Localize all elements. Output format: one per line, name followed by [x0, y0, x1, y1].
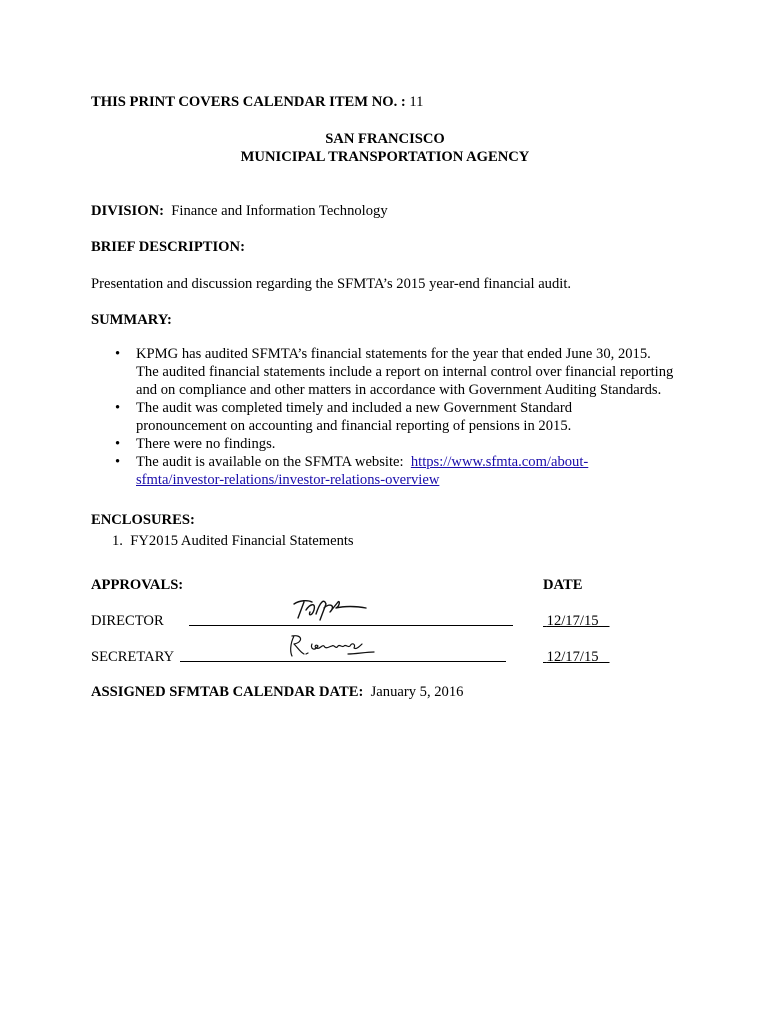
bullet-glyph: •: [115, 400, 121, 416]
secretary-date: [543, 648, 610, 666]
division-value: Finance and Information Technology: [171, 203, 388, 219]
bullet-line: KPMG has audited SFMTA’s financial statements for the year that ended June 30, 2015.: [136, 346, 651, 362]
bullet-glyph: •: [115, 346, 121, 362]
bullet-line: [136, 471, 711, 489]
org-name-line1-text: SAN FRANCISCO: [325, 131, 445, 147]
director-date: [543, 612, 610, 630]
brief-description-text: Presentation and discussion regarding the SFMTA’s 2015 year-end financial audit.: [91, 276, 572, 292]
brief-description-heading: [91, 238, 245, 256]
date-heading: [543, 576, 582, 594]
director-signature-graphic: [290, 594, 370, 624]
calendar-item-value: 11: [409, 94, 424, 110]
enclosures-label: ENCLOSURES:: [91, 512, 195, 528]
approvals-heading: [91, 576, 183, 594]
secretary-signature-graphic: [286, 632, 378, 660]
calendar-date-value: January 5, 2016: [370, 684, 464, 700]
bullet-line: The audited financial statements include a report on internal control over financial reporting: [136, 364, 674, 380]
org-name-line2: [0, 148, 770, 166]
director-label: DIRECTOR: [91, 613, 164, 629]
summary-bullet: [91, 399, 711, 435]
sfmta-website-link-part2[interactable]: sfmta/investor-relations/investor-relations-overview: [136, 472, 440, 488]
summary-bullet: [91, 435, 711, 453]
org-name-line1: [0, 130, 770, 148]
summary-bullet-list: [91, 345, 711, 489]
division-label: DIVISION:: [91, 203, 164, 219]
summary-heading: [91, 311, 172, 329]
director-signature-line: [189, 625, 513, 626]
bullet-line: The audit was completed timely and included a new Government Standard: [136, 400, 573, 416]
director-date-value: 12/17/15: [546, 613, 599, 629]
approvals-label: APPROVALS:: [91, 577, 184, 593]
bullet-line: pronouncement on accounting and financial reporting of pensions in 2015.: [136, 418, 572, 434]
calendar-item-label: THIS PRINT COVERS CALENDAR ITEM NO. :: [91, 94, 406, 110]
enclosure-item: [112, 532, 354, 550]
secretary-signature: [286, 632, 378, 660]
director-signature: [290, 594, 370, 624]
bullet-glyph: •: [115, 454, 121, 470]
sfmta-website-link-part1[interactable]: https://www.sfmta.com/about-: [410, 454, 589, 470]
bullet-line: and on compliance and other matters in accordance with Government Auditing Standards.: [136, 382, 662, 398]
website-text: The audit is available on the SFMTA website:: [136, 454, 404, 470]
bullet-line: [136, 453, 711, 471]
summary-label: SUMMARY:: [91, 312, 172, 328]
secretary-date-value: 12/17/15: [546, 649, 599, 665]
secretary-signature-line: [180, 661, 506, 662]
enclosure-text: FY2015 Audited Financial Statements: [130, 533, 354, 549]
calendar-item-line: [91, 93, 423, 111]
calendar-date-label: ASSIGNED SFMTAB CALENDAR DATE:: [91, 684, 364, 700]
bullet-line: There were no findings.: [136, 436, 276, 452]
org-name-line2-text: MUNICIPAL TRANSPORTATION AGENCY: [240, 149, 530, 165]
bullet-glyph: •: [115, 436, 121, 452]
enclosures-heading: [91, 511, 195, 529]
division-line: [91, 202, 388, 220]
enclosure-number: 1.: [112, 533, 123, 549]
summary-bullet: [91, 453, 711, 489]
summary-bullet: [91, 345, 711, 399]
date-label: DATE: [543, 577, 583, 593]
calendar-date-line: [91, 683, 463, 701]
secretary-label: SECRETARY: [91, 649, 175, 665]
brief-description-label: BRIEF DESCRIPTION:: [91, 239, 245, 255]
